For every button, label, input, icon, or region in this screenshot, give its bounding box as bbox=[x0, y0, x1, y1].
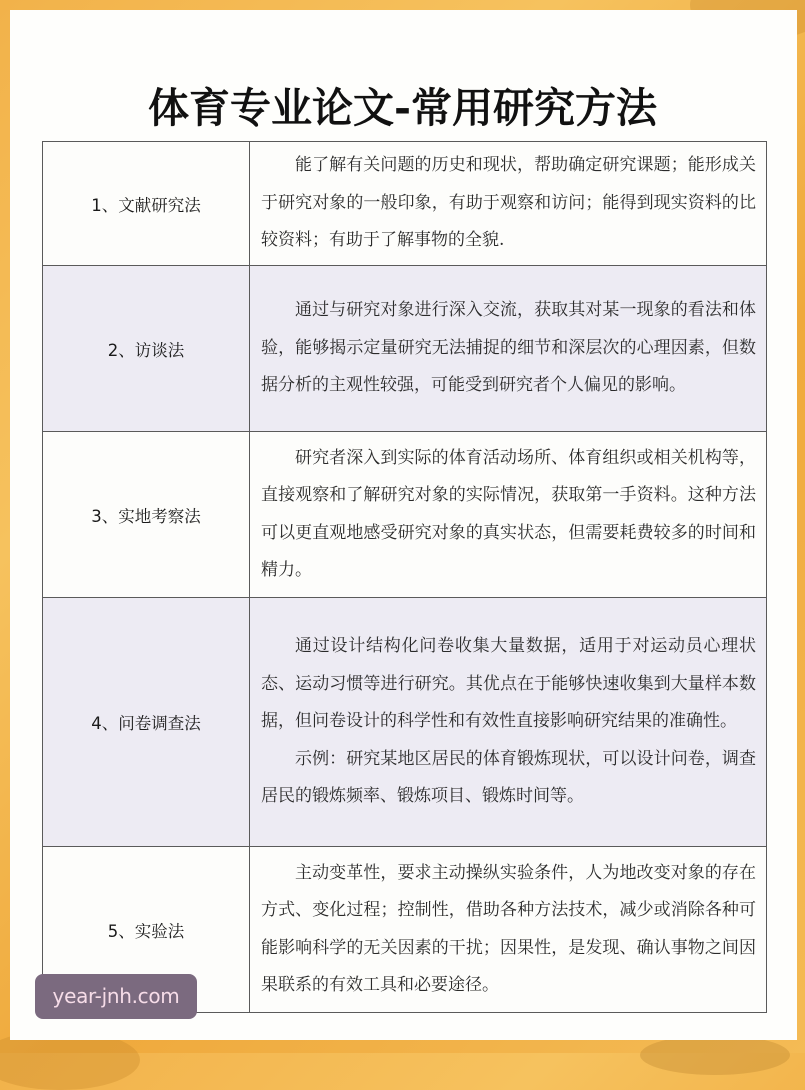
method-label: 2、访谈法 bbox=[43, 266, 250, 432]
method-description bbox=[250, 432, 767, 598]
method-label: 5、实验法 bbox=[43, 847, 250, 1013]
description-paragraph: 通过设计结构化问卷收集大量数据，适用于对运动员心理状态、运动习惯等进行研究。其优点在于能够快速收集到大量样本数据，但问卷设计的科学性和有效性直接影响研究结果的准确性。 bbox=[261, 636, 756, 732]
method-label: 3、实地考察法 bbox=[43, 432, 250, 598]
description-paragraph: 研究者深入到实际的体育活动场所、体育组织或相关机构等，直接观察和了解研究对象的实际情况，获取第一手资料。这种方法可以更直观地感受研究对象的真实状态，但需要耗费较多的时间和精力。 bbox=[261, 447, 756, 580]
method-description bbox=[250, 266, 767, 432]
research-methods-table bbox=[42, 141, 767, 1013]
decorative-frame-swirl bbox=[640, 1035, 790, 1075]
description-paragraph: 主动变革性，要求主动操纵实验条件，人为地改变对象的存在方式、变化过程；控制性，借助各种方法技术，减少或消除各种可能影响科学的无关因素的干扰；因果性，是发现、确认事物之间因果联系的有效工具和必要途径。 bbox=[261, 862, 756, 995]
page-title: 体育专业论文-常用研究方法 bbox=[147, 84, 657, 132]
table-row-field-study bbox=[43, 432, 767, 598]
table-row-literature bbox=[43, 142, 767, 266]
description-paragraph: 通过与研究对象进行深入交流，获取其对某一现象的看法和体验，能够揭示定量研究无法捕捉的细节和深层次的心理因素，但数据分析的主观性较强，可能受到研究者个人偏见的影响。 bbox=[261, 300, 756, 396]
method-description bbox=[250, 142, 767, 266]
method-label: 4、问卷调查法 bbox=[43, 598, 250, 847]
method-description bbox=[250, 598, 767, 847]
method-label: 1、文献研究法 bbox=[43, 142, 250, 266]
method-description bbox=[250, 847, 767, 1013]
watermark-badge: year-jnh.com bbox=[35, 974, 197, 1019]
table-row-questionnaire bbox=[43, 598, 767, 847]
table-row-interview bbox=[43, 266, 767, 432]
description-paragraph: 能了解有关问题的历史和现状，帮助确定研究课题；能形成关于研究对象的一般印象，有助于观察和访问；能得到现实资料的比较资料；有助于了解事物的全貌. bbox=[261, 155, 756, 251]
example-paragraph: 示例：研究某地区居民的体育锻炼现状，可以设计问卷，调查居民的锻炼频率、锻炼项目、锻炼时间等。 bbox=[261, 748, 756, 807]
